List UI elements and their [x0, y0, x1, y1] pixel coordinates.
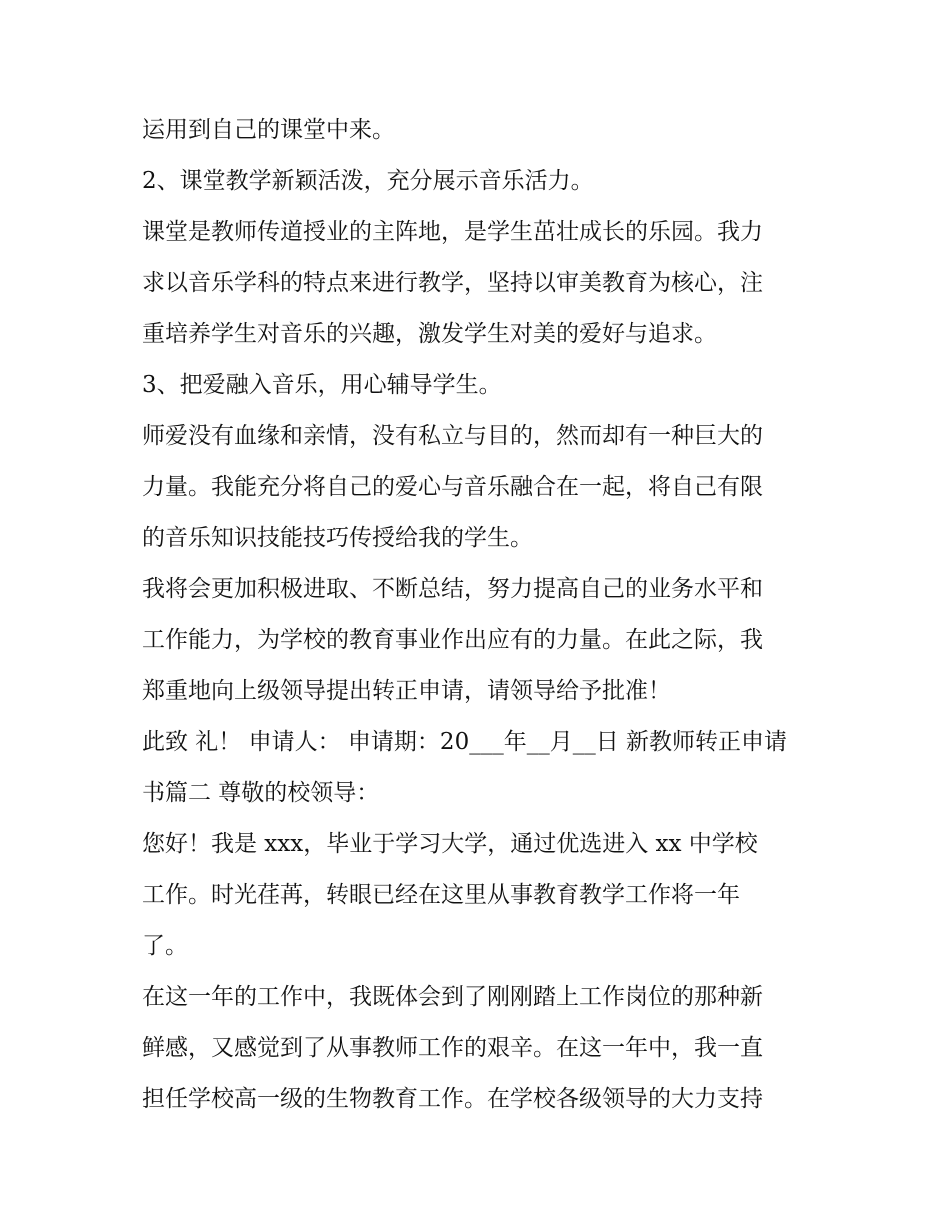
text-line: 重培养学生对音乐的兴趣，激发学生对美的爱好与追求。 — [142, 321, 717, 347]
text-line: 在这一年的工作中，我既体会到了刚刚踏上工作岗位的那种新 — [142, 984, 763, 1010]
text-line: 工作。时光荏苒，转眼已经在这里从事教育教学工作将一年 — [142, 882, 740, 908]
text-line: 我将会更加积极进取、不断总结，努力提高自己的业务水平和 — [142, 576, 763, 602]
text-line: 的音乐知识技能技巧传授给我的学生。 — [142, 525, 533, 551]
text-line: 此致 礼！ 申请人： 申请期：20___年__月__日 新教师转正申请 — [142, 729, 788, 755]
text-line: 运用到自己的课堂中来。 — [142, 117, 395, 143]
text-line: 郑重地向上级领导提出转正申请，请领导给予批准！ — [142, 678, 671, 704]
section-heading: 3、把爱融入音乐，用心辅导学生。 — [142, 372, 502, 398]
text-line: 工作能力，为学校的教育事业作出应有的力量。在此之际，我 — [142, 627, 763, 653]
text-line: 力量。我能充分将自己的爱心与音乐融合在一起，将自己有限 — [142, 474, 763, 500]
text-line: 课堂是教师传道授业的主阵地，是学生茁壮成长的乐园。我力 — [142, 219, 763, 245]
text-line: 鲜感，又感觉到了从事教师工作的艰辛。在这一年中，我一直 — [142, 1035, 763, 1061]
text-line: 了。 — [142, 933, 188, 959]
text-line: 担任学校高一级的生物教育工作。在学校各级领导的大力支持 — [142, 1086, 763, 1112]
text-line: 书篇二 尊敬的校领导： — [142, 780, 380, 806]
text-line: 您好！我是 xxx，毕业于学习大学，通过优选进入 xx 中学校 — [142, 831, 758, 857]
text-line: 求以音乐学科的特点来进行教学，坚持以审美教育为核心，注 — [142, 270, 763, 296]
text-line: 师爱没有血缘和亲情，没有私立与目的，然而却有一种巨大的 — [142, 423, 763, 449]
section-heading: 2、课堂教学新颖活泼，充分展示音乐活力。 — [142, 168, 594, 194]
